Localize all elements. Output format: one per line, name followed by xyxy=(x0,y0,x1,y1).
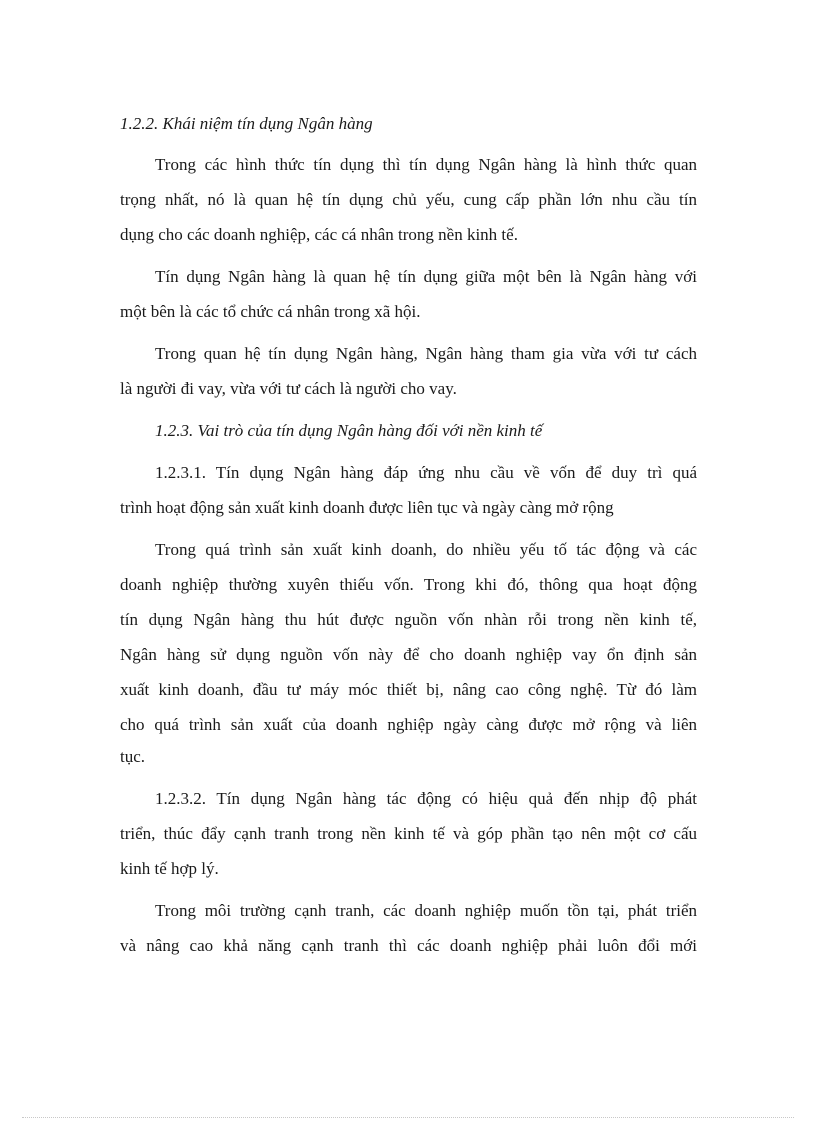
paragraph-line: một bên là các tổ chức cá nhân trong xã hội. xyxy=(120,302,421,321)
paragraph-line: trọng nhất, nó là quan hệ tín dụng chủ yếu, cung cấp phần lớn nhu cầu tín xyxy=(120,190,697,209)
paragraph-line: xuất kinh doanh, đầu tư máy móc thiết bị, nâng cao công nghệ. Từ đó làm xyxy=(120,680,697,699)
paragraph-line: tục. xyxy=(120,747,146,766)
paragraph-line: Ngân hàng sử dụng nguồn vốn này để cho doanh nghiệp vay ổn định sản xyxy=(120,645,697,664)
paragraph-line: Trong môi trường cạnh tranh, các doanh nghiệp muốn tồn tại, phát triển xyxy=(155,901,697,920)
subheading-line: kinh tế hợp lý. xyxy=(120,859,219,878)
page-bottom-rule xyxy=(22,1117,794,1118)
subheading-line: 1.2.3.1. Tín dụng Ngân hàng đáp ứng nhu cầu về vốn để duy trì quá xyxy=(155,463,697,482)
paragraph-line: Trong quá trình sản xuất kinh doanh, do nhiều yếu tố tác động và các xyxy=(155,540,697,559)
subheading-line: triển, thúc đẩy cạnh tranh trong nền kinh tế và góp phần tạo nên một cơ cấu xyxy=(120,824,697,843)
paragraph-line: Trong các hình thức tín dụng thì tín dụng Ngân hàng là hình thức quan xyxy=(155,155,697,174)
paragraph-line: Trong quan hệ tín dụng Ngân hàng, Ngân hàng tham gia vừa với tư cách xyxy=(155,344,697,363)
paragraph-line: Tín dụng Ngân hàng là quan hệ tín dụng giữa một bên là Ngân hàng với xyxy=(155,267,697,286)
paragraph-line: là người đi vay, vừa với tư cách là người cho vay. xyxy=(120,379,457,398)
heading-1-2-2: 1.2.2. Khái niệm tín dụng Ngân hàng xyxy=(120,114,373,133)
paragraph-line: tín dụng Ngân hàng thu hút được nguồn vốn nhàn rỗi trong nền kinh tế, xyxy=(120,610,697,629)
paragraph-line: cho quá trình sản xuất của doanh nghiệp ngày càng được mở rộng và liên xyxy=(120,715,697,734)
paragraph-line: doanh nghiệp thường xuyên thiếu vốn. Trong khi đó, thông qua hoạt động xyxy=(120,575,697,594)
subheading-line: 1.2.3.2. Tín dụng Ngân hàng tác động có hiệu quả đến nhịp độ phát xyxy=(155,789,697,808)
paragraph-line: dụng cho các doanh nghiệp, các cá nhân trong nền kinh tế. xyxy=(120,225,518,244)
subheading-line: trình hoạt động sản xuất kinh doanh được liên tục và ngày càng mở rộng xyxy=(120,498,614,517)
heading-1-2-3: 1.2.3. Vai trò của tín dụng Ngân hàng đối với nền kinh tế xyxy=(155,421,543,440)
paragraph-line: và nâng cao khả năng cạnh tranh thì các doanh nghiệp phải luôn đổi mới xyxy=(120,936,697,955)
